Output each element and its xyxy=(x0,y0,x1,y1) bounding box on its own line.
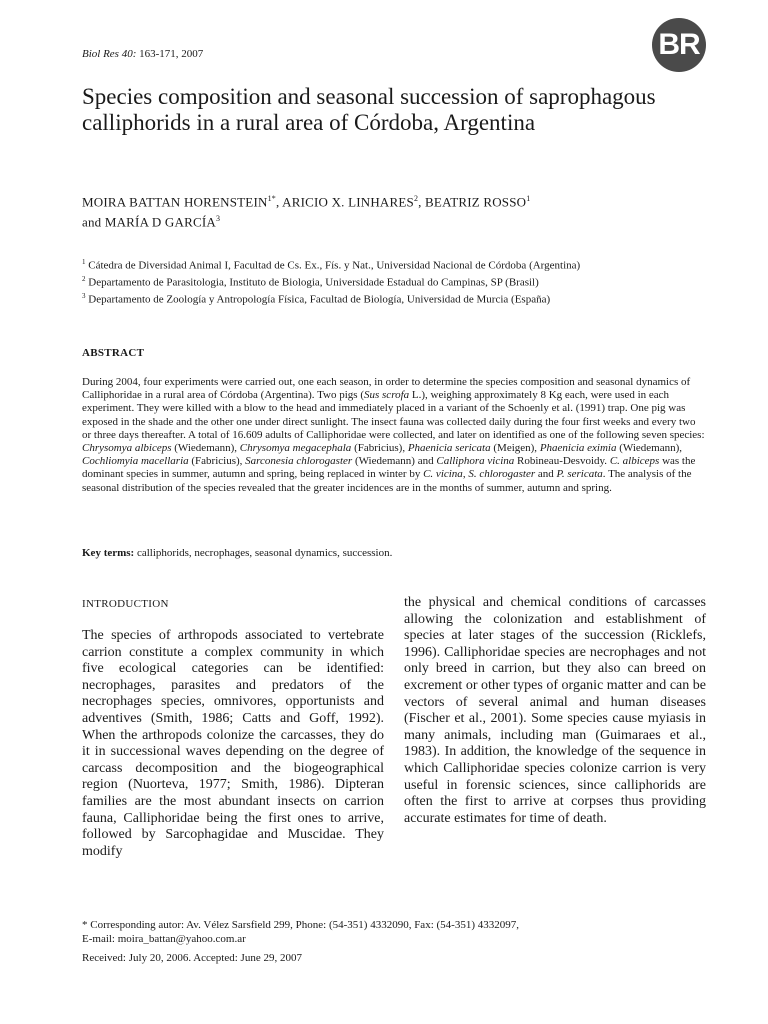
key-terms xyxy=(82,547,706,559)
abstract-text: and xyxy=(535,468,557,481)
abstract-text: , xyxy=(462,468,469,481)
affiliation-item xyxy=(82,256,702,273)
species-name: Calliphora vicina xyxy=(436,455,515,468)
species-name: Cochliomyia macellaria xyxy=(82,455,189,468)
species-name: P. sericata xyxy=(556,468,603,481)
key-terms-text: calliphorids, necrophages, seasonal dynamics, succession. xyxy=(134,547,393,559)
introduction-right-column: the physical and chemical conditions of carcasses allowing the colonization and establishment of species at later stages of the succession (Ricklefs, 1996). Calliphoridae species are necrophages and not only breed in carrion, but they also can breed on excrement or other types of organic matter and can be vectors of several animal and human diseases (Fischer et al., 2001). Some species cause myiasis in many animals, including man (Guimaraes et al., 1983). In addition, the knowledge of the sequence in which Calliphoridae species colonize carrion is very useful in forensic sciences, since calliphorids are often the first to arrive at corpses thus providing accurate estimates for time of death. xyxy=(404,595,706,826)
abstract-text: . The analysis of the seasonal distribution of the species revealed that the greater incidences are in the months of summer, autumn and spring. xyxy=(82,468,692,494)
species-name: Phaenicia eximia xyxy=(539,442,617,455)
author-3-sup: 1 xyxy=(526,194,531,203)
species-name: C. vicina xyxy=(423,468,463,481)
species-name: S. chlorogaster xyxy=(468,468,536,481)
species-name: C. albiceps xyxy=(609,455,660,468)
abstract-text: (Meigen), xyxy=(490,442,540,455)
abstract-text: During 2004, four experiments were carried out, one each season, in order to determine the species composition and seasonal dynamics of Calliphoridae in a rural area of Córdoba (Argentina). Two pigs ( xyxy=(82,376,691,402)
journal-logo xyxy=(652,18,706,72)
journal-name: Biol Res 40: xyxy=(82,48,137,60)
species-name: Sarconesia chlorogaster xyxy=(245,455,353,468)
abstract-text: (Wiedemann) and xyxy=(352,455,437,468)
species-name: Chrysomya megacephala xyxy=(239,442,352,455)
affiliation-number: 1 xyxy=(82,258,86,266)
introduction-heading: INTRODUCTION xyxy=(82,598,169,610)
abstract-text: was the dominant species in summer, autumn and spring, being replaced in winter by xyxy=(82,455,696,481)
author-2-sup: 2 xyxy=(413,194,419,203)
abstract-text: (Wiedemann), xyxy=(616,442,683,455)
abstract-text: L.), weighing approximately 8 Kg each, were used in each experiment. They were killed with a blow to the head and immediately placed in a variant of the Schoenly et al. (1991) trap. One pig was exposed in the shade and the other one under direct sunlight. The insect fauna was collected daily during the four first weeks and every two or three days thereafter. A total of 16.609 adults of Calliphoridae were collected, and later on identified as one of the following seven species: xyxy=(82,389,705,441)
author-4: and MARÍA D GARCÍA xyxy=(82,214,216,230)
journal-reference xyxy=(82,48,203,60)
corresponding-author-footnote xyxy=(82,918,702,946)
affiliation-text: Cátedra de Diversidad Animal I, Facultad de Cs. Ex., Fís. y Nat., Universidad Nacional de Córdoba (Argentina) xyxy=(85,259,581,272)
corresponding-email: E-mail: moira_battan@yahoo.com.ar xyxy=(82,933,246,945)
author-2: , ARICIO X. LINHARES xyxy=(275,194,414,210)
author-3: , BEATRIZ ROSSO xyxy=(418,194,527,210)
abstract-text: (Fabricius), xyxy=(188,455,246,468)
affiliation-item xyxy=(82,273,702,290)
author-1-sup: 1* xyxy=(267,194,276,203)
affiliation-number: 3 xyxy=(82,292,86,301)
affiliation-item xyxy=(82,290,702,307)
author-4-sup: 3 xyxy=(215,214,221,224)
corresponding-address: * Corresponding autor: Av. Vélez Sarsfield 299, Phone: (54-351) 4332090, Fax: (54-351) 4332097, xyxy=(82,919,519,931)
abstract-heading: ABSTRACT xyxy=(82,347,145,359)
abstract-body xyxy=(82,376,706,495)
introduction-left-column: The species of arthropods associated to vertebrate carrion constitute a complex community in which five ecological categories can be identified: necrophages, parasites and predators of the necrophages species, omnivores, opportunists and adventives (Smith, 1986; Catts and Goff, 1992). When the arthropods colonize the carcasses, they do it in successional waves depending on the degree of carcass decomposition and the biogeographical region (Nuorteva, 1977; Smith, 1986). Dipteran families are the most abundant insects on carrion fauna, Calliphoridae being the first ones to arrive, followed by Sarcophagidae and Muscidae. They modify xyxy=(82,628,384,859)
affiliation-list xyxy=(82,256,702,307)
paper-title: Species composition and seasonal succession of saprophagous calliphorids in a rural area of Córdoba, Argentina xyxy=(82,84,656,135)
author-1: MOIRA BATTAN HORENSTEIN xyxy=(82,194,268,210)
journal-logo-text: BR xyxy=(658,28,700,61)
received-accepted-dates: Received: July 20, 2006. Accepted: June 29, 2007 xyxy=(82,952,302,964)
affiliation-text: Departamento de Parasitologia, Instituto de Biologia, Universidade Estadual do Campinas, SP (Brasil) xyxy=(85,276,539,289)
affiliation-number: 2 xyxy=(82,275,86,284)
author-list xyxy=(82,190,682,231)
species-name: Sus scrofa xyxy=(364,389,410,402)
abstract-text: (Fabricius), xyxy=(351,442,408,455)
species-name: Chrysomya albiceps xyxy=(82,442,172,455)
affiliation-text: Departamento de Zoología y Antropología Física, Facultad de Biología, Universidad de Murcia (España) xyxy=(85,293,551,306)
journal-pages-year: 163-171, 2007 xyxy=(136,48,204,60)
species-name: Phaenicia sericata xyxy=(407,442,491,455)
abstract-text: (Wiedemann), xyxy=(171,442,240,455)
abstract-text: Robineau-Desvoidy. xyxy=(514,455,610,468)
key-terms-label: Key terms: xyxy=(82,547,135,559)
